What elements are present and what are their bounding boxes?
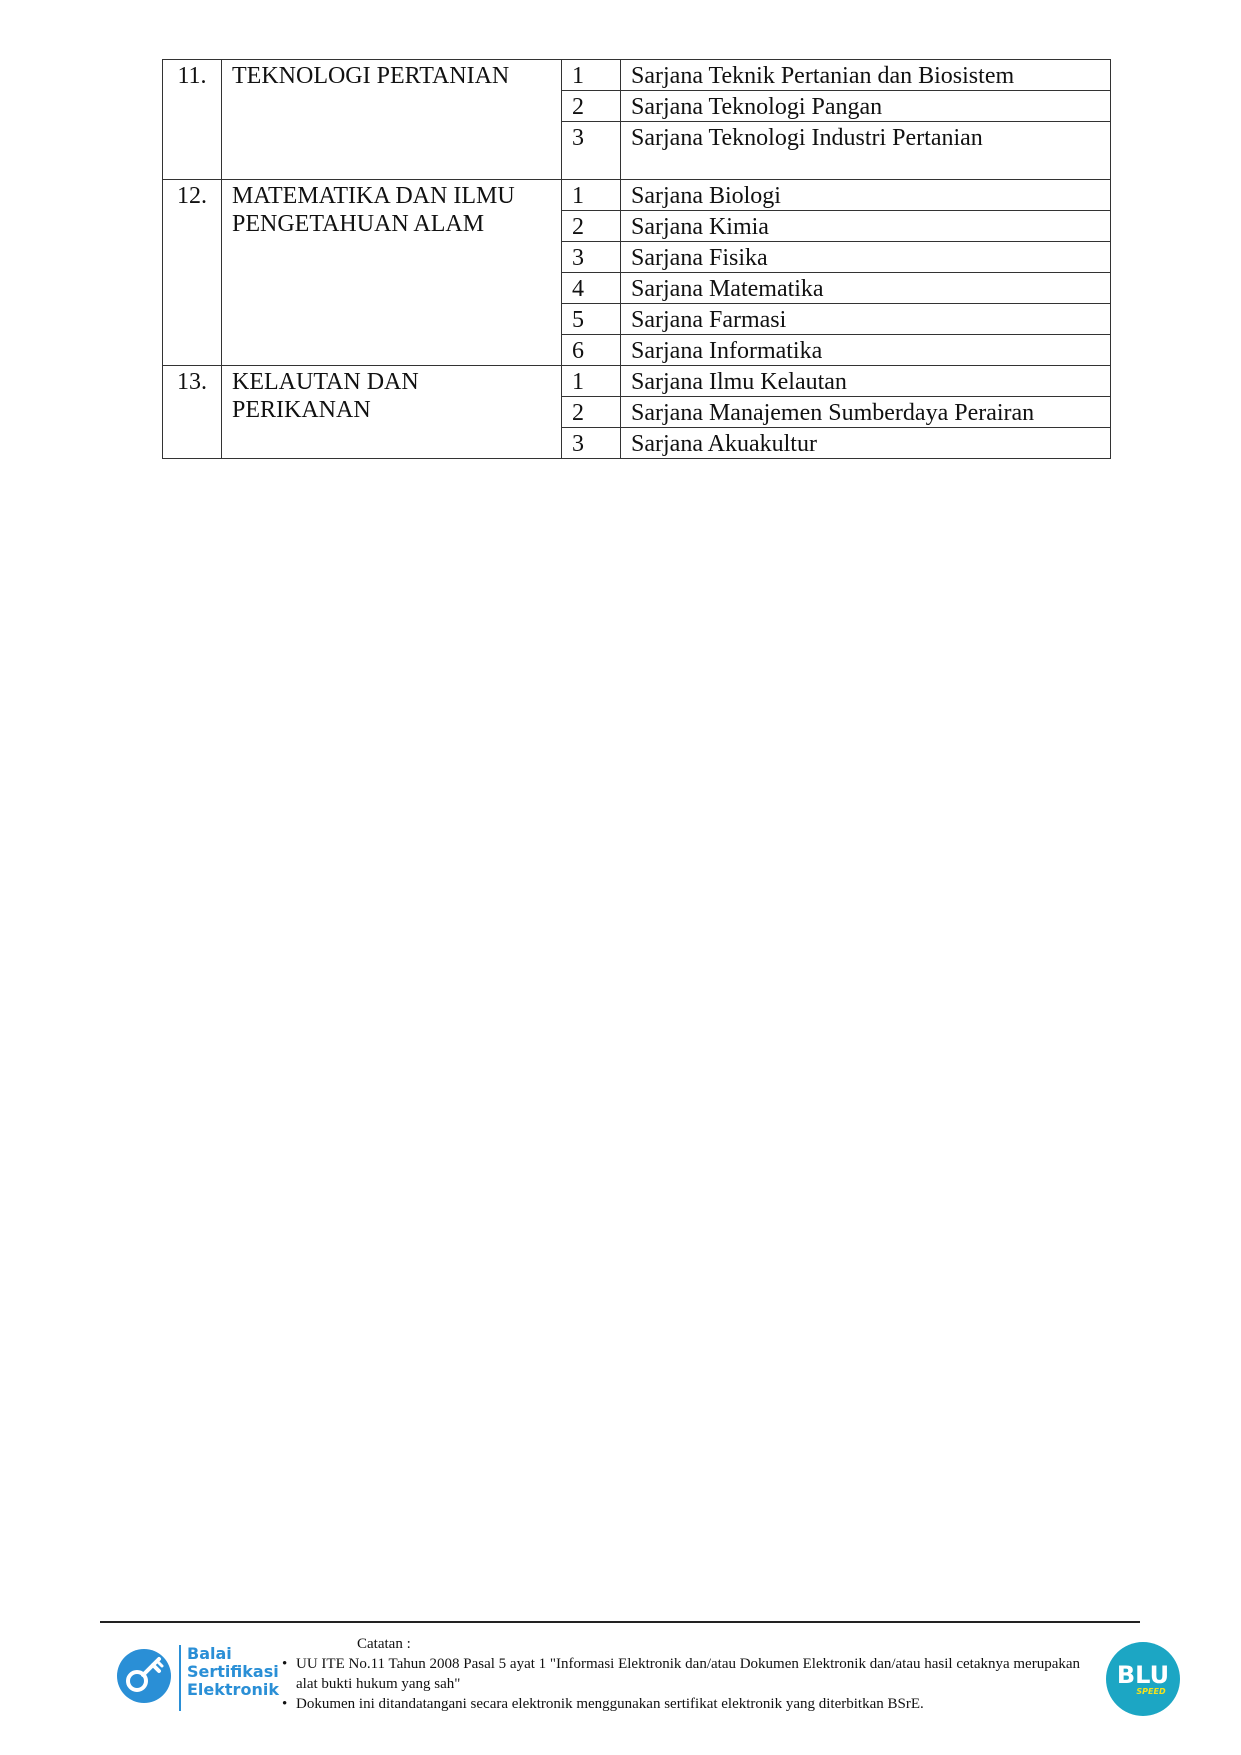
program-name: Sarjana Biologi — [621, 180, 1111, 211]
blu-logo-subtext: SPEED — [1136, 1687, 1166, 1696]
notes-list — [282, 1654, 1100, 1714]
table-row — [163, 60, 1111, 91]
program-index: 2 — [562, 211, 621, 242]
blu-speed-logo — [1105, 1641, 1181, 1717]
program-name: Sarjana Fisika — [621, 242, 1111, 273]
note-item: • UU ITE No.11 Tahun 2008 Pasal 5 ayat 1 "Informasi Elektronik dan/atau Dokumen Elektronik dan/atau hasil cetaknya merupakan alat bukti hukum yang sah" — [282, 1654, 1100, 1694]
program-index: 5 — [562, 304, 621, 335]
program-index: 3 — [562, 242, 621, 273]
bsre-line: Balai — [187, 1644, 232, 1663]
bsre-logo-text — [187, 1645, 279, 1699]
program-index: 3 — [562, 428, 621, 459]
key-icon — [115, 1647, 173, 1705]
program-index: 1 — [562, 180, 621, 211]
faculty-name: MATEMATIKA DAN ILMU PENGETAHUAN ALAM — [222, 180, 562, 366]
footer-notes — [282, 1634, 1100, 1714]
bsre-line: Elektronik — [187, 1680, 279, 1699]
faculty-number: 12. — [163, 180, 222, 366]
program-name: Sarjana Ilmu Kelautan — [621, 366, 1111, 397]
program-index: 6 — [562, 335, 621, 366]
table-row — [163, 366, 1111, 397]
bsre-logo — [115, 1643, 279, 1713]
program-index: 3 — [562, 122, 621, 180]
program-name: Sarjana Teknik Pertanian dan Biosistem — [621, 60, 1111, 91]
faculty-number: 11. — [163, 60, 222, 180]
program-name: Sarjana Kimia — [621, 211, 1111, 242]
notes-title: Catatan : — [357, 1636, 411, 1652]
program-index: 2 — [562, 397, 621, 428]
bsre-line: Sertifikasi — [187, 1662, 279, 1681]
program-name: Sarjana Informatika — [621, 335, 1111, 366]
program-name: Sarjana Farmasi — [621, 304, 1111, 335]
faculty-name: KELAUTAN DAN PERIKANAN — [222, 366, 562, 459]
blu-logo-text: BLU — [1116, 1661, 1170, 1689]
program-name: Sarjana Akuakultur — [621, 428, 1111, 459]
program-name: Sarjana Teknologi Pangan — [621, 91, 1111, 122]
program-name: Sarjana Matematika — [621, 273, 1111, 304]
program-index: 2 — [562, 91, 621, 122]
program-name: Sarjana Teknologi Industri Pertanian — [621, 122, 1111, 180]
faculty-name: TEKNOLOGI PERTANIAN — [222, 60, 562, 180]
note-item: • Dokumen ini ditandatangani secara elektronik menggunakan sertifikat elektronik yang diterbitkan BSrE. — [282, 1694, 1100, 1714]
program-index: 1 — [562, 366, 621, 397]
program-index: 1 — [562, 60, 621, 91]
study-program-table — [162, 59, 1111, 459]
program-index: 4 — [562, 273, 621, 304]
footer-divider — [100, 1621, 1140, 1623]
faculty-number: 13. — [163, 366, 222, 459]
table-row — [163, 180, 1111, 211]
program-name: Sarjana Manajemen Sumberdaya Perairan — [621, 397, 1111, 428]
logo-separator — [179, 1645, 181, 1711]
